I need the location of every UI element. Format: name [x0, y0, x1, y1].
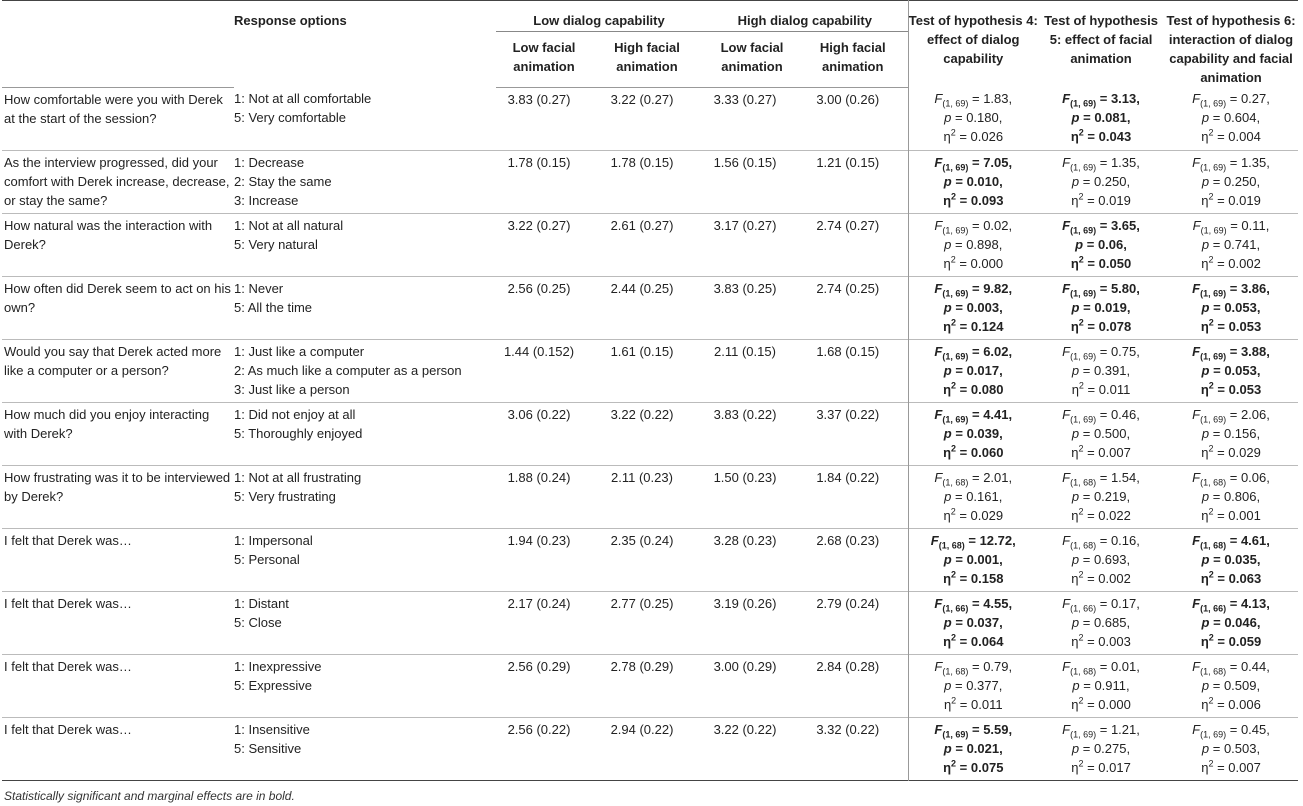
hypothesis-test-cell: $F_{(1, 69)} = 0.45$, p = 0.503, $\eta^2 = 0.007$ [1192, 721, 1270, 775]
table-row [2, 213, 1298, 276]
mean-se-cell: 2.61 (0.27) [610, 217, 674, 233]
p-value: 0.081 [1094, 110, 1127, 125]
response-option: 1: Not at all comfortable [234, 91, 372, 106]
f-value: 2.06 [1240, 406, 1267, 422]
f-value: 1.35 [1110, 154, 1137, 170]
mean-se-cell: 3.83 (0.22) [713, 406, 777, 422]
hypothesis-test-cell: $F_{(1, 69)} = 0.11$, p = 0.741, $\eta^2 = 0.002$ [1192, 217, 1270, 271]
eta-squared-value: 0.060 [970, 444, 1004, 460]
df-label: (1, 69) [1070, 351, 1097, 362]
f-value: 2.01 [983, 469, 1009, 485]
p-value: 0.035 [1224, 551, 1257, 567]
table-row [2, 402, 1298, 465]
f-value: 3.13 [1110, 91, 1137, 106]
mean-se-cell: 3.22 (0.22) [610, 406, 674, 422]
mean-se-cell: 2.74 (0.25) [816, 280, 880, 296]
p-value: 0.391 [1093, 362, 1127, 378]
response-option: 3: Increase [234, 192, 299, 208]
question-cell: As the interview progressed, did your comfort with Derek increase, decrease, or stay the same? [4, 154, 230, 208]
f-value: 0.27 [1240, 91, 1267, 106]
hypothesis-test-cell: $F_{(1, 68)} = 0.44$, p = 0.509, $\eta^2 = 0.006$ [1192, 658, 1270, 712]
table-body [2, 87, 1298, 780]
hypothesis-test-cell: $F_{(1, 69)} = 0.75$, p = 0.391, $\eta^2 = 0.011$ [1062, 343, 1140, 397]
eta-squared-value: 0.029 [970, 507, 1004, 523]
df-label: (1, 69) [1200, 351, 1227, 362]
eta-squared-value: 0.019 [1098, 192, 1131, 208]
eta-squared-value: 0.064 [970, 633, 1004, 649]
hypothesis-test-cell: $F_{(1, 69)} = 1.35$, p = 0.250, $\eta^2 = 0.019$ [1062, 154, 1140, 208]
f-value: 0.16 [1110, 532, 1137, 548]
table-row [2, 465, 1298, 528]
question-cell: I felt that Derek was… [4, 721, 132, 737]
mean-se-cell: 2.11 (0.23) [611, 469, 673, 485]
hypothesis-test-cell: $F_{(1, 69)} = 3.65$, p = 0.06, $\eta^2 = 0.050$ [1062, 217, 1140, 271]
response-option: 5: Close [234, 614, 282, 630]
df-label: (1, 69) [1200, 225, 1227, 236]
f-value: 0.44 [1240, 658, 1267, 674]
eta-squared-value: 0.002 [1228, 255, 1261, 271]
eta-squared-value: 0.050 [1098, 255, 1132, 271]
p-value: 0.693 [1093, 551, 1127, 567]
table-row [2, 87, 1298, 150]
hypothesis-test-cell: $F_{(1, 69)} = 5.59$, p = 0.021, $\eta^2 = 0.075$ [908, 717, 1038, 780]
df-label: (1, 69) [1200, 98, 1227, 109]
df-label: (1, 69) [1200, 288, 1227, 299]
p-value: 0.275 [1093, 740, 1127, 756]
df-label: (1, 68) [1070, 666, 1097, 677]
p-value: 0.250 [1223, 173, 1257, 189]
f-value: 4.61 [1240, 532, 1267, 548]
eta-squared-value: 0.011 [971, 696, 1003, 712]
eta-squared-value: 0.059 [1228, 633, 1262, 649]
eta-squared-value: 0.026 [970, 129, 1004, 144]
hypothesis-test-cell: $F_{(1, 69)} = 3.86$, p = 0.053, $\eta^2 = 0.053$ [1192, 280, 1270, 334]
response-option: 1: Inexpressive [234, 658, 322, 674]
p-value: 0.053 [1224, 362, 1257, 378]
eta-squared-value: 0.004 [1228, 129, 1261, 144]
response-option: 1: Insensitive [234, 721, 310, 737]
eta-squared-value: 0.000 [1098, 696, 1131, 712]
question-cell: How comfortable were you with Derek at the start of the session? [4, 91, 223, 126]
response-option: 3: Just like a person [234, 381, 350, 397]
f-value: 0.79 [983, 658, 1009, 674]
eta-squared-value: 0.003 [1098, 633, 1131, 649]
f-value: 0.46 [1110, 406, 1137, 422]
response-option: 5: Very natural [234, 236, 318, 252]
response-options-cell [234, 528, 496, 591]
f-value: 3.88 [1240, 343, 1267, 359]
hypothesis-test-cell: $F_{(1, 68)} = 0.01$, p = 0.911, $\eta^2 = 0.000$ [1062, 658, 1140, 712]
question-cell: I felt that Derek was… [4, 658, 132, 674]
p-value: 0.741 [1223, 236, 1257, 252]
header-high-dialog-low-facial: Low facial animation [702, 32, 802, 88]
f-value: 5.80 [1110, 280, 1137, 296]
mean-se-cell: 2.94 (0.22) [610, 721, 674, 737]
eta-squared-value: 0.022 [1098, 507, 1131, 523]
header-low-dialog-low-facial: Low facial animation [496, 32, 596, 88]
p-value: 0.180 [966, 110, 999, 125]
eta-squared-value: 0.002 [1098, 570, 1131, 586]
p-value: 0.156 [1223, 425, 1257, 441]
f-value: 12.72 [979, 532, 1013, 548]
mean-se-cell: 3.83 (0.25) [713, 280, 777, 296]
eta-squared-value: 0.000 [970, 255, 1004, 271]
mean-se-cell: 3.00 (0.26) [816, 91, 880, 107]
header-high-dialog-high-facial: High facial animation [802, 32, 908, 88]
f-value: 9.82 [983, 280, 1009, 296]
mean-se-cell: 1.68 (0.15) [816, 343, 880, 359]
response-option: 1: Just like a computer [234, 343, 365, 359]
mean-se-cell: 2.35 (0.24) [610, 532, 674, 548]
hypothesis-test-cell: $F_{(1, 68)} = 0.79$, p = 0.377, $\eta^2 = 0.011$ [908, 654, 1038, 717]
p-value: 0.06 [1097, 236, 1124, 252]
f-value: 0.11 [1241, 217, 1266, 233]
f-value: 0.02 [983, 217, 1009, 233]
hypothesis-test-cell: $F_{(1, 66)} = 0.17$, p = 0.685, $\eta^2 = 0.003$ [1062, 595, 1140, 649]
mean-se-cell: 2.44 (0.25) [610, 280, 674, 296]
hypothesis-test-cell: $F_{(1, 68)} = 0.16$, p = 0.693, $\eta^2 = 0.002$ [1062, 532, 1140, 586]
response-option: 5: All the time [234, 299, 313, 315]
table-row [2, 276, 1298, 339]
mean-se-cell: 1.44 (0.152) [503, 343, 575, 359]
df-label: (1, 66) [942, 603, 969, 614]
response-options-cell [234, 339, 496, 402]
table-row [2, 150, 1298, 213]
hypothesis-test-cell: $F_{(1, 69)} = 9.82$, p = 0.003, $\eta^2 = 0.124$ [908, 276, 1038, 339]
mean-se-cell: 3.22 (0.22) [713, 721, 777, 737]
p-value: 0.377 [966, 677, 999, 693]
question-cell: I felt that Derek was… [4, 595, 132, 611]
response-option: 1: Never [234, 280, 284, 296]
header-low-dialog-high-facial: High facial animation [596, 32, 702, 88]
df-label: (1, 69) [942, 414, 969, 425]
response-option: 2: As much like a computer as a person [234, 362, 462, 378]
f-value: 1.21 [1110, 721, 1137, 737]
response-option: 5: Expressive [234, 677, 313, 693]
hypothesis-test-cell: $F_{(1, 69)} = 2.06$, p = 0.156, $\eta^2 = 0.029$ [1192, 406, 1270, 460]
footnote: Statistically significant and marginal effects are in bold. [2, 780, 1298, 806]
p-value: 0.053 [1224, 299, 1257, 315]
response-option: 1: Not at all natural [234, 217, 344, 233]
table-row [2, 339, 1298, 402]
mean-se-cell: 2.68 (0.23) [816, 532, 880, 548]
response-option: 1: Not at all frustrating [234, 469, 362, 485]
f-value: 4.55 [983, 595, 1009, 611]
mean-se-cell: 1.56 (0.15) [713, 154, 777, 170]
hypothesis-test-cell: $F_{(1, 68)} = 0.06$, p = 0.806, $\eta^2 = 0.001$ [1192, 469, 1270, 523]
p-value: 0.019 [1094, 299, 1127, 315]
response-option: 1: Distant [234, 595, 289, 611]
f-value: 5.59 [983, 721, 1009, 737]
mean-se-cell: 2.84 (0.28) [816, 658, 880, 674]
header-h5: Test of hypothesis 5: effect of facial animation [1044, 13, 1158, 66]
p-value: 0.037 [966, 614, 1000, 630]
hypothesis-test-cell: $F_{(1, 69)} = 0.46$, p = 0.500, $\eta^2 = 0.007$ [1062, 406, 1140, 460]
df-label: (1, 69) [1070, 162, 1097, 173]
hypothesis-test-cell: $F_{(1, 68)} = 4.61$, p = 0.035, $\eta^2 = 0.063$ [1192, 532, 1270, 586]
p-value: 0.219 [1093, 488, 1127, 504]
response-option: 5: Very comfortable [234, 110, 346, 125]
eta-squared-value: 0.011 [1098, 381, 1131, 397]
df-label: (1, 69) [942, 288, 969, 299]
p-value: 0.039 [966, 425, 1000, 441]
mean-se-cell: 2.77 (0.25) [610, 595, 674, 611]
df-label: (1, 69) [1070, 98, 1097, 109]
p-value: 0.500 [1093, 425, 1127, 441]
df-label: (1, 68) [1070, 477, 1097, 488]
hypothesis-test-cell: $F_{(1, 69)} = 5.80$, p = 0.019, $\eta^2 = 0.078$ [1062, 280, 1140, 334]
response-options-cell [234, 654, 496, 717]
p-value: 0.250 [1093, 173, 1127, 189]
mean-se-cell: 1.61 (0.15) [610, 343, 674, 359]
mean-se-cell: 1.84 (0.22) [816, 469, 880, 485]
df-label: (1, 66) [1200, 603, 1227, 614]
eta-squared-value: 0.075 [970, 759, 1004, 775]
eta-squared-value: 0.080 [970, 381, 1004, 397]
eta-squared-value: 0.078 [1098, 318, 1132, 334]
df-label: (1, 69) [1070, 414, 1097, 425]
eta-squared-value: 0.019 [1228, 192, 1261, 208]
hypothesis-test-cell: $F_{(1, 69)} = 3.13$, p = 0.081, $\eta^2 = 0.043$ [1062, 91, 1140, 144]
question-cell: How often did Derek seem to act on his own? [4, 280, 231, 315]
mean-se-cell: 1.88 (0.24) [507, 469, 571, 485]
mean-se-cell: 2.56 (0.29) [507, 658, 571, 674]
f-value: 0.01 [1110, 658, 1137, 674]
mean-se-cell: 3.06 (0.22) [507, 406, 571, 422]
df-label: (1, 69) [1070, 729, 1097, 740]
p-value: 0.604 [1223, 110, 1257, 125]
df-label: (1, 69) [1200, 729, 1227, 740]
df-label: (1, 69) [942, 162, 969, 173]
mean-se-cell: 3.32 (0.22) [816, 721, 880, 737]
df-label: (1, 68) [942, 477, 969, 488]
hypothesis-test-cell: $F_{(1, 69)} = 7.05$, p = 0.010, $\eta^2 = 0.093$ [908, 150, 1038, 213]
response-options-cell [234, 213, 496, 276]
df-label: (1, 69) [1200, 162, 1227, 173]
df-label: (1, 66) [1070, 603, 1097, 614]
mean-se-cell: 2.11 (0.15) [714, 343, 776, 359]
table-row [2, 654, 1298, 717]
response-options-cell [234, 87, 496, 150]
f-value: 4.13 [1240, 595, 1267, 611]
f-value: 1.54 [1110, 469, 1137, 485]
eta-squared-value: 0.007 [1228, 759, 1261, 775]
mean-se-cell: 3.17 (0.27) [713, 217, 777, 233]
eta-squared-value: 0.124 [970, 318, 1004, 334]
question-cell: I felt that Derek was… [4, 532, 132, 548]
mean-se-cell: 3.22 (0.27) [610, 91, 674, 107]
eta-squared-value: 0.001 [1228, 507, 1261, 523]
hypothesis-test-cell: $F_{(1, 69)} = 4.41$, p = 0.039, $\eta^2 = 0.060$ [908, 402, 1038, 465]
header-h6: Test of hypothesis 6: interaction of dialog capability and facial animation [1166, 13, 1296, 85]
f-value: 0.17 [1110, 595, 1137, 611]
p-value: 0.010 [966, 173, 1000, 189]
p-value: 0.685 [1093, 614, 1127, 630]
question-cell: Would you say that Derek acted more like a computer or a person? [4, 343, 222, 378]
header-h4: Test of hypothesis 4: effect of dialog capability [908, 1, 1038, 88]
hypothesis-test-cell: $F_{(1, 69)} = 0.27$, p = 0.604, $\eta^2 = 0.004$ [1192, 91, 1270, 144]
df-label: (1, 68) [1200, 477, 1227, 488]
header-low-dialog: Low dialog capability [533, 13, 665, 28]
response-options-cell [234, 465, 496, 528]
hypothesis-test-cell: $F_{(1, 69)} = 1.83$, p = 0.180, $\eta^2 = 0.026$ [908, 87, 1038, 150]
response-options-cell [234, 276, 496, 339]
eta-squared-value: 0.053 [1228, 318, 1262, 334]
p-value: 0.509 [1223, 677, 1257, 693]
eta-squared-value: 0.006 [1228, 696, 1261, 712]
hypothesis-test-cell: $F_{(1, 68)} = 2.01$, p = 0.161, $\eta^2 = 0.029$ [908, 465, 1038, 528]
table-row [2, 528, 1298, 591]
response-options-cell [234, 150, 496, 213]
p-value: 0.911 [1094, 677, 1127, 693]
response-option: 1: Did not enjoy at all [234, 406, 356, 422]
p-value: 0.503 [1223, 740, 1257, 756]
table-row [2, 717, 1298, 780]
hypothesis-test-cell: $F_{(1, 68)} = 1.54$, p = 0.219, $\eta^2 = 0.022$ [1062, 469, 1140, 523]
mean-se-cell: 2.56 (0.25) [507, 280, 571, 296]
hypothesis-test-cell: $F_{(1, 69)} = 1.21$, p = 0.275, $\eta^2 = 0.017$ [1062, 721, 1140, 775]
eta-squared-value: 0.007 [1098, 444, 1131, 460]
eta-squared-value: 0.043 [1098, 129, 1132, 144]
df-label: (1, 68) [1200, 540, 1227, 551]
f-value: 0.06 [1240, 469, 1267, 485]
df-label: (1, 69) [942, 98, 969, 109]
df-label: (1, 68) [938, 540, 965, 551]
df-label: (1, 68) [1070, 540, 1097, 551]
hypothesis-test-cell: $F_{(1, 69)} = 0.02$, p = 0.898, $\eta^2 = 0.000$ [908, 213, 1038, 276]
eta-squared-value: 0.093 [970, 192, 1004, 208]
mean-se-cell: 1.21 (0.15) [816, 154, 880, 170]
question-cell: How natural was the interaction with Derek? [4, 217, 213, 252]
p-value: 0.001 [966, 551, 1000, 567]
df-label: (1, 69) [1200, 414, 1227, 425]
hypothesis-test-cell: $F_{(1, 69)} = 3.88$, p = 0.053, $\eta^2 = 0.053$ [1192, 343, 1270, 397]
mean-se-cell: 1.78 (0.15) [610, 154, 674, 170]
mean-se-cell: 1.94 (0.23) [507, 532, 571, 548]
question-cell: How frustrating was it to be interviewed by Derek? [4, 469, 231, 504]
eta-squared-value: 0.158 [970, 570, 1004, 586]
response-option: 1: Impersonal [234, 532, 313, 548]
mean-se-cell: 2.17 (0.24) [507, 595, 571, 611]
mean-se-cell: 3.33 (0.27) [713, 91, 777, 107]
table-row [2, 591, 1298, 654]
eta-squared-value: 0.063 [1228, 570, 1262, 586]
hypothesis-test-cell: $F_{(1, 66)} = 4.55$, p = 0.037, $\eta^2 = 0.064$ [908, 591, 1038, 654]
p-value: 0.017 [966, 362, 1000, 378]
hypothesis-test-cell: $F_{(1, 69)} = 1.35$, p = 0.250, $\eta^2 = 0.019$ [1192, 154, 1270, 208]
eta-squared-value: 0.017 [1098, 759, 1131, 775]
results-table [2, 0, 1298, 806]
mean-se-cell: 1.78 (0.15) [507, 154, 571, 170]
mean-se-cell: 3.83 (0.27) [507, 91, 571, 107]
df-label: (1, 69) [1070, 288, 1097, 299]
f-value: 0.75 [1110, 343, 1137, 359]
response-options-cell [234, 402, 496, 465]
f-value: 3.65 [1110, 217, 1137, 233]
mean-se-cell: 1.50 (0.23) [713, 469, 777, 485]
header-response-options: Response options [234, 13, 347, 28]
df-label: (1, 68) [1200, 666, 1227, 677]
p-value: 0.003 [966, 299, 1000, 315]
p-value: 0.046 [1224, 614, 1257, 630]
mean-se-cell: 3.37 (0.22) [816, 406, 880, 422]
f-value: 1.83 [983, 91, 1009, 106]
f-value: 6.02 [983, 343, 1009, 359]
p-value: 0.021 [966, 740, 1000, 756]
p-value: 0.806 [1223, 488, 1257, 504]
mean-se-cell: 2.78 (0.29) [610, 658, 674, 674]
response-option: 5: Sensitive [234, 740, 302, 756]
f-value: 3.86 [1240, 280, 1267, 296]
mean-se-cell: 2.79 (0.24) [816, 595, 880, 611]
question-cell: How much did you enjoy interacting with Derek? [4, 406, 210, 441]
response-option: 1: Decrease [234, 154, 305, 170]
mean-se-cell: 3.00 (0.29) [713, 658, 777, 674]
df-label: (1, 69) [1070, 225, 1097, 236]
mean-se-cell: 2.56 (0.22) [507, 721, 571, 737]
df-label: (1, 69) [942, 225, 969, 236]
response-option: 5: Very frustrating [234, 488, 336, 504]
response-option: 5: Personal [234, 551, 300, 567]
table-header [2, 1, 1298, 88]
mean-se-cell: 3.22 (0.27) [507, 217, 571, 233]
mean-se-cell: 3.28 (0.23) [713, 532, 777, 548]
mean-se-cell: 3.19 (0.26) [713, 595, 777, 611]
response-option: 2: Stay the same [234, 173, 332, 189]
df-label: (1, 69) [942, 351, 969, 362]
hypothesis-test-cell: $F_{(1, 66)} = 4.13$, p = 0.046, $\eta^2 = 0.059$ [1192, 595, 1270, 649]
hypothesis-test-cell: $F_{(1, 69)} = 6.02$, p = 0.017, $\eta^2 = 0.080$ [908, 339, 1038, 402]
p-value: 0.161 [966, 488, 999, 504]
mean-se-cell: 2.74 (0.27) [816, 217, 880, 233]
header-high-dialog: High dialog capability [737, 13, 872, 28]
f-value: 4.41 [983, 406, 1009, 422]
f-value: 1.35 [1240, 154, 1267, 170]
f-value: 0.45 [1240, 721, 1267, 737]
response-option: 5: Thoroughly enjoyed [234, 425, 363, 441]
eta-squared-value: 0.053 [1228, 381, 1262, 397]
response-options-cell [234, 717, 496, 780]
response-options-cell [234, 591, 496, 654]
df-label: (1, 68) [942, 666, 969, 677]
p-value: 0.898 [966, 236, 999, 252]
eta-squared-value: 0.029 [1228, 444, 1261, 460]
df-label: (1, 69) [942, 729, 969, 740]
hypothesis-test-cell: $F_{(1, 68)} = 12.72$, p = 0.001, $\eta^2 = 0.158$ [908, 528, 1038, 591]
f-value: 7.05 [983, 154, 1009, 170]
